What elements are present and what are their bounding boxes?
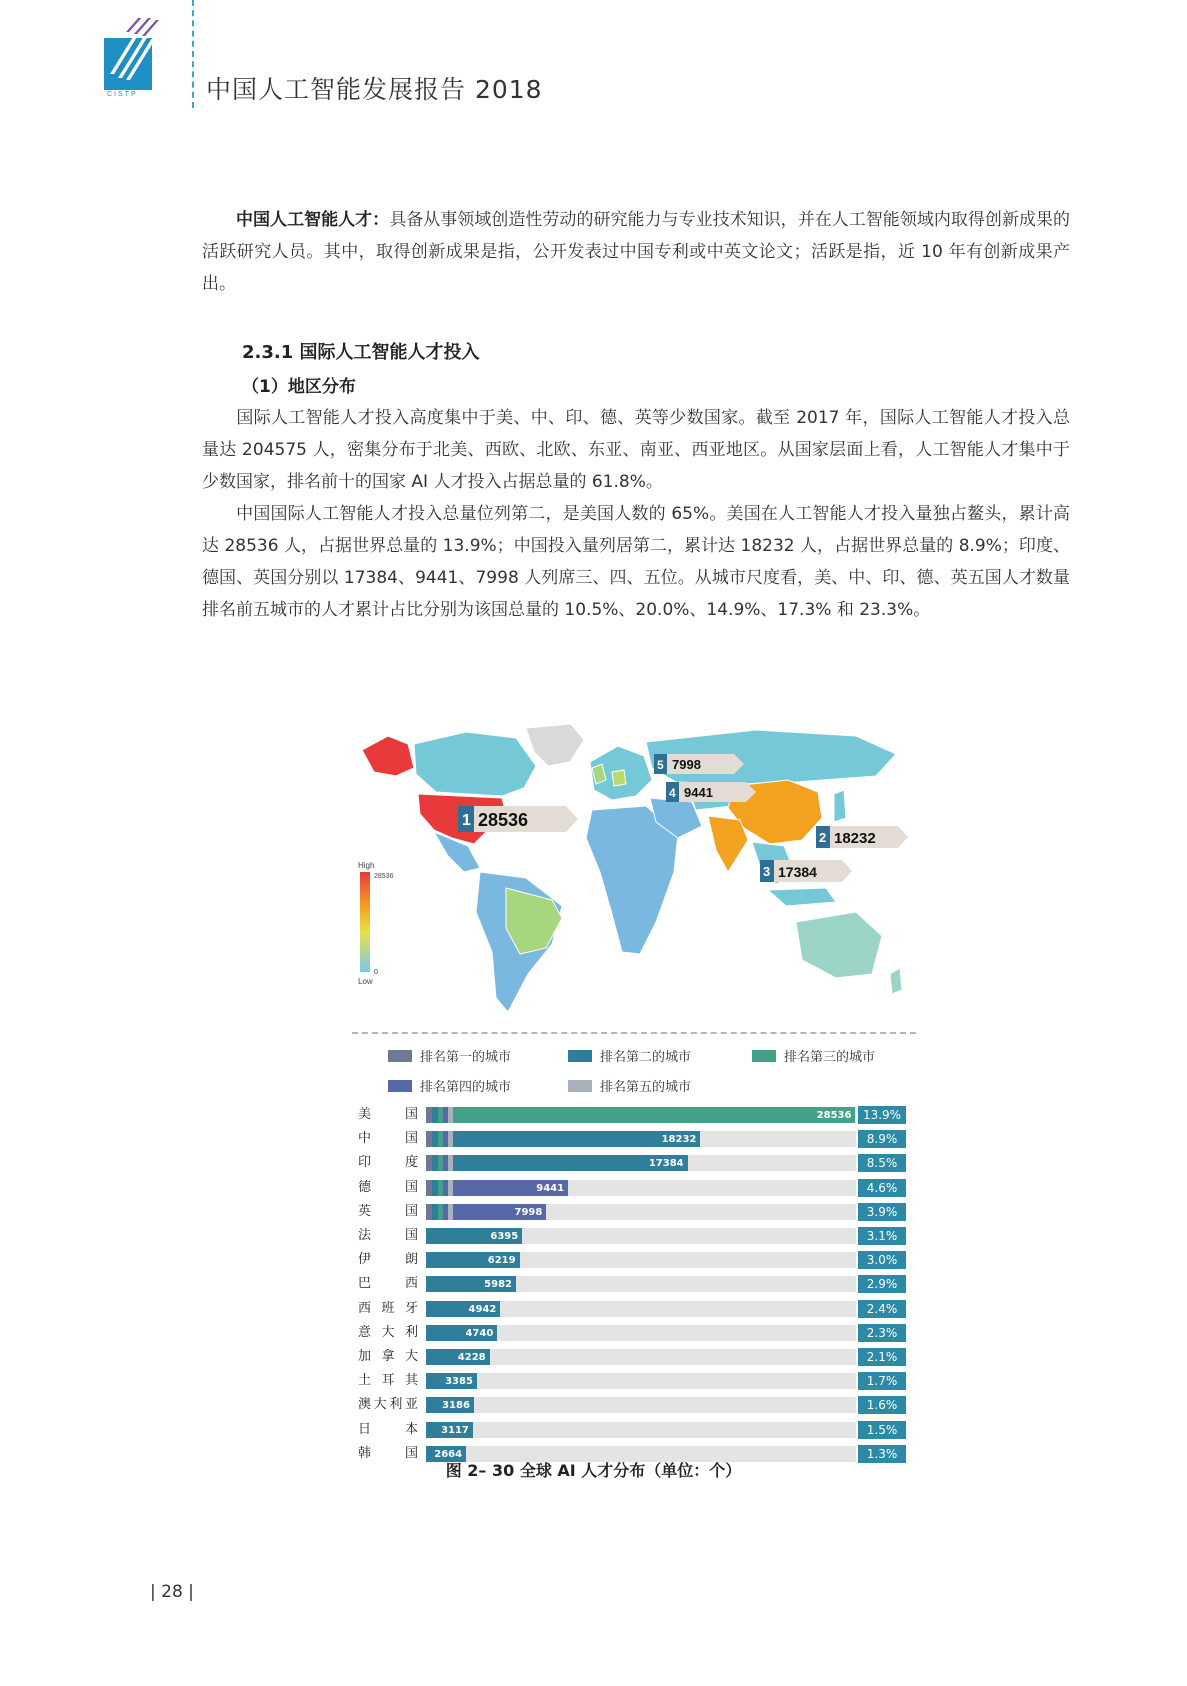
scale-low-label: Low xyxy=(358,977,373,986)
legend-item-rank5 xyxy=(568,1076,691,1095)
country-label: 中 国 xyxy=(358,1131,418,1147)
body-paragraph-1 xyxy=(202,402,1070,498)
callout-1-value: 28536 xyxy=(478,810,529,830)
callout-rank-2 xyxy=(816,826,908,848)
percent-badge: 8.5% xyxy=(858,1154,906,1172)
percent-badge: 2.3% xyxy=(858,1324,906,1342)
percent-badge: 1.6% xyxy=(858,1396,906,1414)
map-germany xyxy=(612,770,626,786)
callout-rank-5 xyxy=(654,754,744,774)
bar-track xyxy=(426,1107,856,1123)
header-divider xyxy=(192,0,194,108)
bar-track xyxy=(426,1155,856,1171)
bar-value-label: 3385 xyxy=(445,1376,473,1388)
country-label: 韩 国 xyxy=(358,1445,418,1461)
legend-item-rank1 xyxy=(388,1046,511,1065)
country-label: 英 国 xyxy=(358,1203,418,1219)
country-label: 德 国 xyxy=(358,1179,418,1195)
bar-track xyxy=(426,1252,856,1268)
bar-track xyxy=(426,1373,856,1389)
legend-label: 排名第三的城市 xyxy=(784,1050,876,1065)
percent-badge: 2.4% xyxy=(858,1300,906,1318)
scale-high-label: High xyxy=(358,861,375,870)
percent-badge: 1.7% xyxy=(858,1372,906,1390)
country-label: 意大利 xyxy=(358,1324,418,1340)
scale-min-label: 0 xyxy=(374,969,378,976)
bar-track xyxy=(426,1204,856,1220)
bar-value-label: 6219 xyxy=(487,1255,516,1267)
percent-badge: 13.9% xyxy=(858,1106,906,1124)
figure-caption: 图 2– 30 全球 AI 人才分布（单位：个） xyxy=(445,1461,742,1480)
country-row xyxy=(356,1372,916,1390)
bar-value-label: 4740 xyxy=(465,1327,494,1339)
bar-track xyxy=(426,1180,856,1196)
bar-value-label: 18232 xyxy=(661,1134,697,1146)
legend-swatch xyxy=(568,1080,592,1092)
legend-label: 排名第二的城市 xyxy=(600,1050,692,1065)
bar-track xyxy=(426,1397,856,1413)
legend-item-rank4 xyxy=(388,1076,511,1095)
legend-label: 排名第一的城市 xyxy=(420,1050,512,1065)
country-row xyxy=(356,1421,916,1439)
logo-text: CISTP xyxy=(107,91,138,98)
page-number: | 28 | xyxy=(150,1582,194,1602)
country-label: 印 度 xyxy=(358,1155,418,1171)
bar-value-label: 9441 xyxy=(536,1182,565,1194)
report-title: 中国人工智能发展报告 2018 xyxy=(206,75,543,104)
country-row xyxy=(356,1154,916,1172)
country-row xyxy=(356,1130,916,1148)
scale-max-label: 28536 xyxy=(374,873,394,880)
percent-badge: 3.1% xyxy=(858,1227,906,1245)
country-row xyxy=(356,1324,916,1342)
legend-item-rank3 xyxy=(752,1046,875,1065)
callout-4-rank: 4 xyxy=(669,786,676,800)
bar-value-label: 6395 xyxy=(490,1231,519,1242)
map-japan xyxy=(834,790,846,822)
body-paragraph-1-text: 国际人工智能人才投入高度集中于美、中、印、德、英等少数国家。截至 2017 年，国际人工智能人才投入总量达 204575 人，密集分布于北美、西欧、北欧、东亚、南亚、西亚地区。从国家层面上看，人工智能人才集中于少数国家，排名前十的国家 AI 人才投入占据总量的 61.8%。 xyxy=(202,408,1070,492)
country-label: 伊 朗 xyxy=(358,1252,418,1268)
world-map xyxy=(356,722,914,1024)
country-label: 土耳其 xyxy=(358,1373,418,1389)
legend-swatch xyxy=(752,1050,776,1062)
bar-value-label: 7998 xyxy=(514,1206,543,1218)
body-paragraph-2 xyxy=(202,498,1070,626)
bar-track xyxy=(426,1228,856,1244)
legend-label: 排名第五的城市 xyxy=(600,1080,692,1095)
legend-swatch xyxy=(568,1050,592,1062)
definition-term: 中国人工智能人才： xyxy=(236,210,390,230)
chart-legend xyxy=(372,1040,932,1104)
bar-value-label: 17384 xyxy=(648,1158,684,1170)
callout-rank-3 xyxy=(760,860,852,882)
country-label: 日 本 xyxy=(358,1421,418,1437)
country-label: 加拿大 xyxy=(358,1349,418,1364)
callout-3-value: 17384 xyxy=(778,864,817,880)
figure-separator xyxy=(352,1032,916,1034)
bar-track xyxy=(426,1276,856,1292)
definition-paragraph xyxy=(202,204,1070,300)
bar-value-label: 2664 xyxy=(434,1448,463,1460)
legend-label: 排名第四的城市 xyxy=(420,1080,512,1095)
callout-rank-4 xyxy=(666,782,756,802)
bar-value-label: 4942 xyxy=(468,1303,497,1315)
bar-track xyxy=(426,1422,856,1438)
legend-item-rank2 xyxy=(568,1046,691,1065)
callout-5-rank: 5 xyxy=(657,758,664,772)
country-row xyxy=(356,1227,916,1245)
percent-badge: 8.9% xyxy=(858,1130,906,1148)
callout-2-rank: 2 xyxy=(819,830,827,845)
percent-badge: 3.9% xyxy=(858,1203,906,1221)
section-heading: 2.3.1 国际人工智能人才投入 xyxy=(242,342,480,363)
bar-track xyxy=(426,1131,856,1147)
callout-2-value: 18232 xyxy=(834,830,876,847)
cistp-logo xyxy=(104,18,159,98)
callout-5-value: 7998 xyxy=(672,757,701,772)
country-row xyxy=(356,1106,916,1124)
color-scale-bar xyxy=(360,872,370,972)
percent-badge: 4.6% xyxy=(858,1179,906,1197)
callout-4-value: 9441 xyxy=(684,785,713,800)
bar-value-label: 3186 xyxy=(442,1400,470,1412)
country-row xyxy=(356,1251,916,1269)
body-paragraph-2-text: 中国国际人工智能人才投入总量位列第二，是美国人数的 65%。美国在人工智能人才投入量独占鳌头，累计高达 28536 人，占据世界总量的 13.9%；中国投入量列居第二，累计达 18232 人，占据世界总量的 8.9%；印度、德国、英国分别以 17384、9441、7998 人列席三、四、五位。从城市尺度看，美、中、印、德、英五国人才数量排名前五城市的人才累计占比分别为该国总量的 10.5%、20.0%、14.9%、17.3% 和 23.3%。 xyxy=(202,504,1070,620)
bar-value-label: 3117 xyxy=(441,1424,469,1436)
definition-text: 具备从事领域创造性劳动的研究能力与专业技术知识，并在人工智能领域内取得创新成果的活跃研究人员。其中，取得创新成果是指，公开发表过中国专利或中英文论文；活跃是指，近 10 年有创新成果产出。 xyxy=(202,210,1071,294)
percent-badge: 3.0% xyxy=(858,1251,906,1269)
section-subheading: （1）地区分布 xyxy=(242,377,356,397)
bar-track xyxy=(426,1325,856,1341)
legend-swatch xyxy=(388,1050,412,1062)
legend-swatch xyxy=(388,1080,412,1092)
map-canada xyxy=(414,732,536,796)
country-label: 西班牙 xyxy=(358,1300,418,1316)
country-label: 美 国 xyxy=(358,1107,418,1122)
bar-track xyxy=(426,1349,856,1365)
percent-badge: 1.5% xyxy=(858,1421,906,1439)
country-label: 澳大利亚 xyxy=(358,1397,418,1413)
percent-badge: 2.9% xyxy=(858,1275,906,1293)
country-row xyxy=(356,1203,916,1221)
country-row xyxy=(356,1396,916,1414)
callout-1-rank: 1 xyxy=(462,812,471,829)
callout-3-rank: 3 xyxy=(763,864,771,879)
bar-value-label: 28536 xyxy=(816,1110,852,1121)
bar-track xyxy=(426,1301,856,1317)
percent-badge: 1.3% xyxy=(858,1445,906,1463)
country-row xyxy=(356,1300,916,1318)
percent-badge: 2.1% xyxy=(858,1348,906,1366)
bar-value-label: 4228 xyxy=(457,1352,486,1363)
country-label: 巴 西 xyxy=(358,1276,418,1292)
bar-value-label: 5982 xyxy=(484,1279,513,1291)
country-row xyxy=(356,1179,916,1197)
country-row xyxy=(356,1275,916,1293)
callout-rank-1 xyxy=(458,806,578,832)
country-label: 法 国 xyxy=(358,1228,418,1243)
country-row xyxy=(356,1348,916,1366)
